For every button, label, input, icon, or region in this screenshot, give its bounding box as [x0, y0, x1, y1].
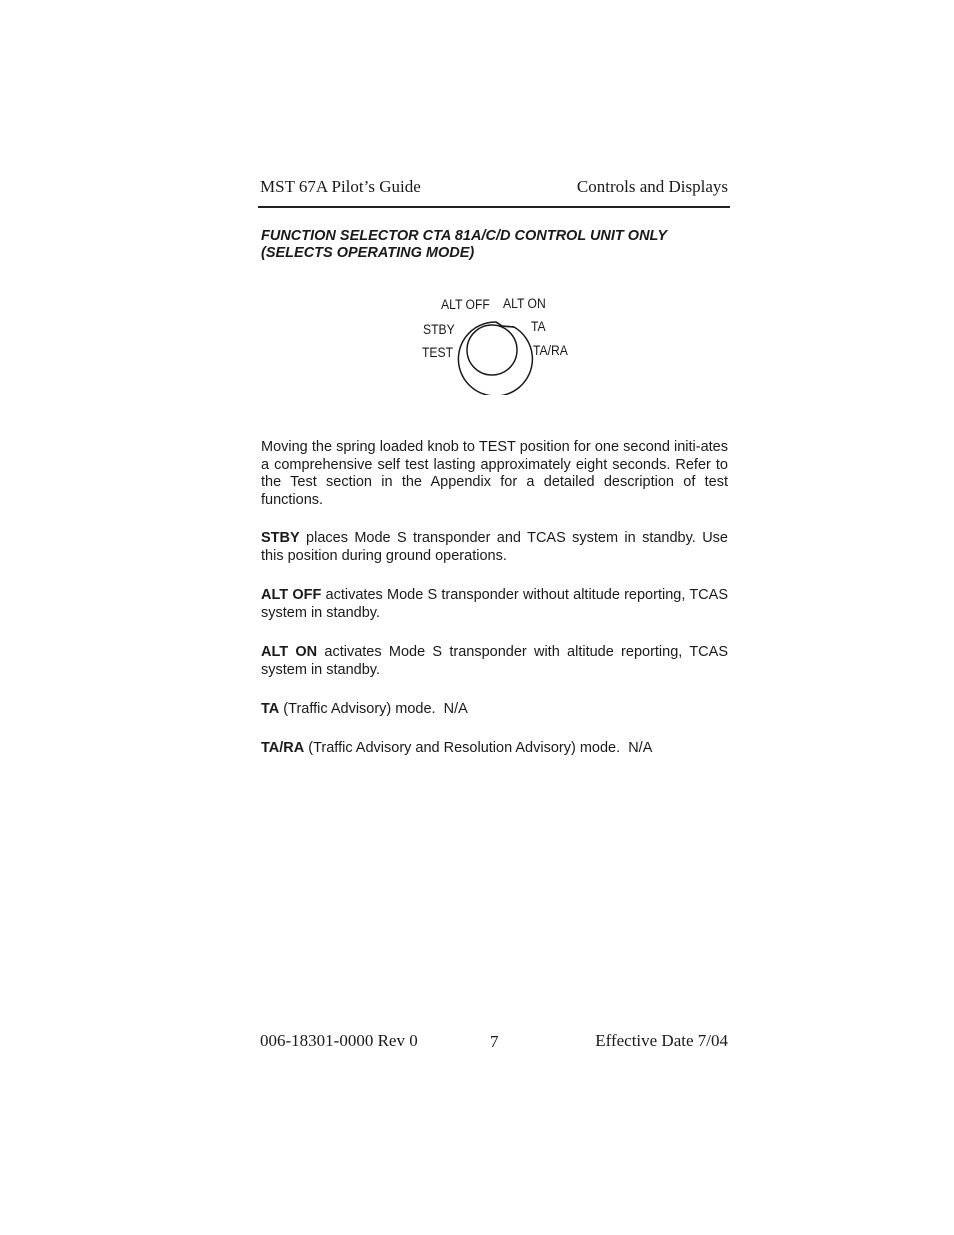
- position-ta-ra: TA/RA: [533, 343, 568, 358]
- page-number: 7: [490, 1032, 499, 1051]
- desc-stby: places Mode S transponder and TCAS system in standby. Use this position during ground operations.: [261, 530, 728, 564]
- term-alt-off: ALT OFF: [261, 587, 322, 603]
- page-header: [258, 176, 730, 208]
- desc-alt-off: activates Mode S transponder without altitude reporting, TCAS system in standby.: [261, 587, 728, 621]
- term-stby: STBY: [261, 530, 300, 546]
- effective-date: Effective Date 7/04: [595, 1031, 728, 1050]
- desc-ta: (Traffic Advisory) mode. N/A: [279, 701, 468, 717]
- position-alt-off: ALT OFF: [441, 297, 490, 312]
- section-title-line1: FUNCTION SELECTOR CTA 81A/C/D CONTROL UNIT ONLY: [261, 228, 668, 244]
- paragraph-ta: [261, 701, 728, 719]
- position-ta: TA: [531, 319, 546, 334]
- term-ta: TA: [261, 701, 280, 717]
- chapter-title: Controls and Displays: [576, 177, 728, 196]
- section-title-line2: (SELECTS OPERATING MODE): [261, 245, 475, 261]
- desc-ta-ra: (Traffic Advisory and Resolution Advisory) mode. N/A: [304, 740, 653, 756]
- knob-outer-ring: [458, 322, 532, 395]
- function-selector-diagram: [410, 290, 590, 395]
- document-number: 006-18301-0000 Rev 0: [260, 1031, 418, 1050]
- paragraph-alt-off: [261, 587, 728, 622]
- desc-alt-on: activates Mode S transponder with altitude reporting, TCAS system in standby.: [261, 644, 728, 678]
- position-stby: STBY: [423, 322, 455, 337]
- section-title: [261, 228, 731, 262]
- position-test: TEST: [422, 345, 454, 360]
- paragraph-test: Moving the spring loaded knob to TEST position for one second initi-ates a comprehensive self test lasting approximately eight seconds. Refer to the Test section in the Appendix for a detailed description of test functions.: [261, 439, 728, 508]
- knob-inner-circle: [467, 325, 517, 375]
- page-footer: [258, 1030, 730, 1056]
- position-alt-on: ALT ON: [503, 296, 546, 311]
- paragraph-ta-ra: [261, 740, 728, 758]
- term-ta-ra: TA/RA: [261, 740, 305, 756]
- guide-title: MST 67A Pilot’s Guide: [260, 177, 421, 196]
- term-alt-on: ALT ON: [261, 644, 318, 660]
- paragraph-alt-on: [261, 644, 728, 679]
- paragraph-stby: [261, 530, 728, 565]
